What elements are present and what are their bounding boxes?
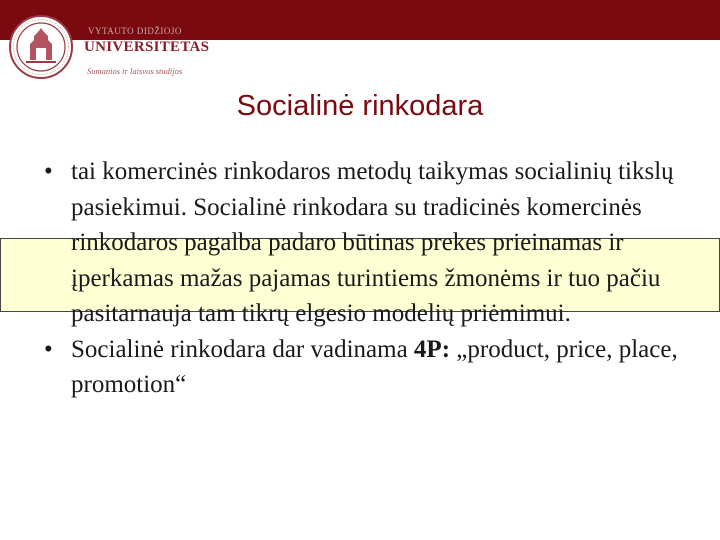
slide-title: Socialinė rinkodara bbox=[236, 90, 484, 122]
university-seal-icon bbox=[8, 14, 74, 80]
bullet-text: tai komercinės rinkodaros metodų taikymas socialinių tikslų pasiekimui. Socialinė rinkodara su tradicinės komercinės rinkodaros pagalba padaro būtinas prekes prieinamas ir įperkamas mažas pajamas turintiems žmonėms ir tuo pačiu pasitarnauja tam tikrų elgesio modelių priėmimui. bbox=[71, 158, 674, 327]
university-subtitle: VYTAUTO DIDŽIOJO bbox=[88, 26, 182, 36]
bullet-item bbox=[44, 332, 694, 403]
bullet-list bbox=[44, 154, 694, 403]
university-name: UNIVERSITETAS bbox=[84, 39, 210, 55]
bullet-bold-text: 4P: bbox=[413, 335, 451, 363]
university-motto: Sumanios ir laisvos studijos bbox=[87, 66, 183, 76]
bullet-text-tail: „product, price, place, promotion“ bbox=[71, 335, 678, 398]
bullet-item bbox=[44, 154, 694, 332]
bullet-text: Socialinė rinkodara dar vadinama bbox=[71, 335, 414, 363]
university-logo bbox=[8, 10, 208, 80]
bullet-mark: • bbox=[44, 158, 53, 185]
bullet-mark: • bbox=[44, 335, 53, 363]
